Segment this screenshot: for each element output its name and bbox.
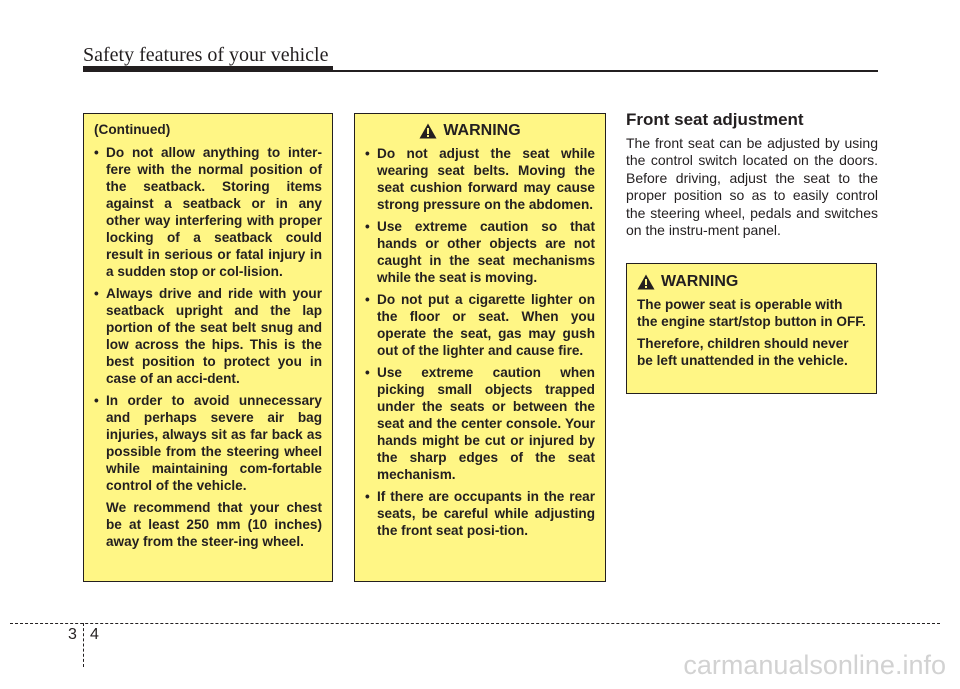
seat-warning-box	[354, 113, 606, 582]
warning-heading-text: WARNING	[661, 273, 739, 290]
continued-label: (Continued)	[94, 122, 171, 137]
list-item	[365, 218, 595, 286]
list-item	[94, 285, 322, 387]
section-body: The front seat can be adjusted by using the control switch located on the doors. Before driving, adjust the seat to the proper position so as to easily control the steering wheel, pedals and switches on the instru-ment panel.	[626, 135, 878, 239]
power-seat-warning-box	[626, 263, 877, 394]
warning-triangle-icon	[419, 123, 437, 139]
list-item-text: Do not allow anything to inter-fere with the normal position of the seatback. Storing items against a seatback or in any other way interfering with proper locking of a seatback could result in serious or fatal injury in a sudden stop or col-lision.	[106, 145, 322, 279]
bullet-glyph: •	[365, 292, 370, 307]
bullet-glyph: •	[94, 393, 99, 408]
list-item-text: Use extreme caution so that hands or other objects are not caught in the seat mechanisms while the seat is moving.	[377, 219, 595, 285]
warning-triangle-icon	[637, 274, 655, 290]
page-number: 4	[90, 626, 99, 643]
warning-paragraph: Therefore, children should never be left unattended in the vehicle.	[637, 336, 849, 368]
list-item-text: If there are occupants in the rear seats, be careful while adjusting the front seat posi-tion.	[377, 489, 595, 538]
bullet-glyph: •	[94, 286, 99, 301]
list-item-text: Always drive and ride with your seatback upright and the lap portion of the seat belt snug and low across the hips. This is the best position to protect you in case of an acci-dent.	[106, 286, 322, 386]
warning-paragraph: The power seat is operable with the engine start/stop button in OFF.	[637, 297, 866, 329]
continued-bullet-list	[94, 144, 322, 494]
list-item-text: Use extreme caution when picking small objects trapped under the seats or between the seat and the center console. Your hands might be cut or injured by the sharp edges of the seat mechanism.	[377, 365, 595, 482]
footer-vertical-divider	[83, 623, 84, 667]
list-item	[94, 392, 322, 494]
list-item	[365, 291, 595, 359]
list-item-text: Do not put a cigarette lighter on the floor or seat. When you operate the seat, gas may gush out of the lighter and cause fire.	[377, 292, 595, 358]
bullet-glyph: •	[365, 365, 370, 380]
header-rule-thick	[83, 66, 333, 72]
list-item	[365, 488, 595, 539]
page-header-title: Safety features of your vehicle	[83, 44, 329, 66]
warning-bullet-list	[365, 145, 595, 539]
continued-caution-box	[83, 113, 333, 582]
bullet-glyph: •	[365, 219, 370, 234]
warning-heading	[637, 273, 866, 290]
watermark: carmanualsonline.info	[683, 650, 946, 680]
chapter-number: 3	[68, 626, 77, 643]
bullet-glyph: •	[94, 145, 99, 160]
list-item	[94, 144, 322, 280]
list-item	[365, 145, 595, 213]
bullet-glyph: •	[365, 489, 370, 504]
header-rule-thin	[333, 70, 878, 72]
warning-heading	[345, 122, 595, 139]
recommendation-paragraph: We recommend that your chest be at least 250 mm (10 inches) away from the steer-ing wheel.	[106, 500, 322, 549]
list-item	[365, 364, 595, 483]
footer-divider	[10, 623, 940, 624]
section-title: Front seat adjustment	[626, 110, 804, 129]
list-item-text: In order to avoid unnecessary and perhaps severe air bag injuries, always sit as far back as possible from the steering wheel while maintaining com-fortable control of the vehicle.	[106, 393, 322, 493]
warning-heading-text: WARNING	[443, 122, 521, 139]
bullet-glyph: •	[365, 146, 370, 161]
list-item-text: Do not adjust the seat while wearing seat belts. Moving the seat cushion forward may cause strong pressure on the abdomen.	[377, 146, 595, 212]
